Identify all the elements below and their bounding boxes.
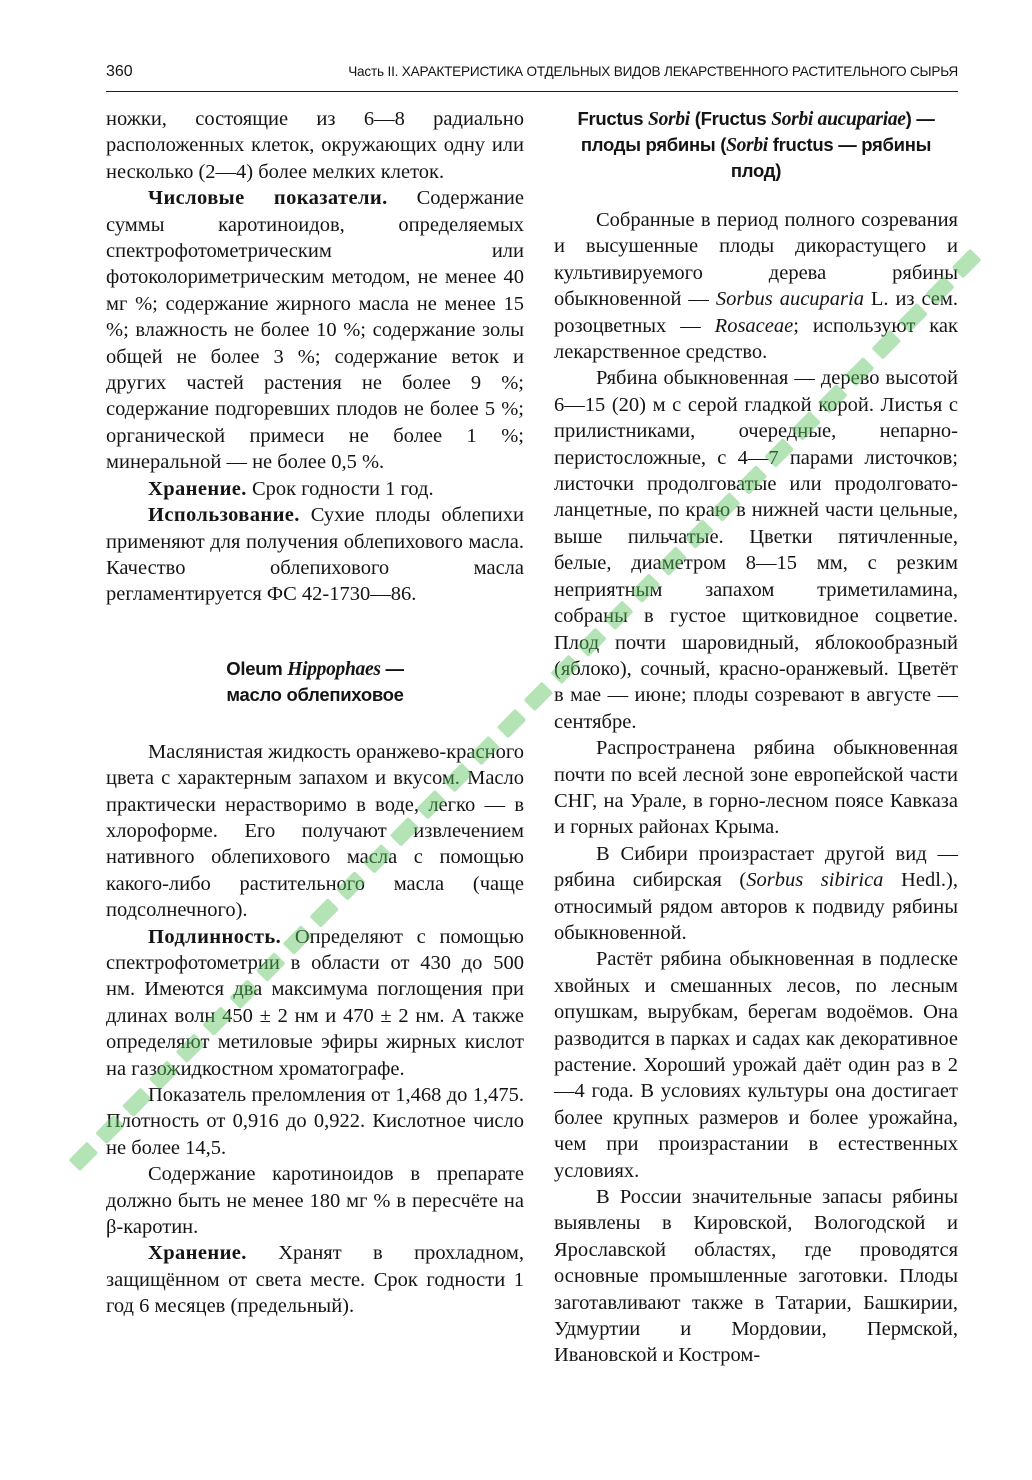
running-title: Часть II. ХАРАКТЕРИСТИКА ОТДЕЛЬНЫХ ВИДОВ ЛЕКАРСТВЕННОГО РАСТИТЕЛЬНОГО СЫРЬЯ <box>348 64 958 79</box>
watermark-segment <box>524 682 554 712</box>
heading-latin-word: Oleum <box>226 657 288 679</box>
heading-latin-genus: Hippophaes <box>287 658 381 680</box>
paragraph-authenticity <box>106 924 524 1082</box>
page-number: 360 <box>106 63 133 80</box>
left-column <box>106 106 524 1320</box>
latin-family: Rosaceae <box>714 314 794 337</box>
label-storage: Хранение. <box>148 477 247 500</box>
paragraph-oil-description: Маслянистая жидкость оранжево-красного цвета с характерным запахом и вкусом. Масло практически нерастворимо в воде, легко — в хлороформе. Его получают извлечением нативного облепихового масла с помощью какого-либо растительного масла (чаще подсолнечного). <box>106 740 524 922</box>
heading-latin-line <box>106 656 524 682</box>
text-oil-storage: Хранят в прохладном, защищённом от света месте. Срок годности 1 год 6 месяцев (предельный). <box>106 1242 524 1318</box>
paragraph-distribution: Распространена рябина обыкновенная почти по всей лесной зоне европейской части СНГ, на Урале, в горно-лесном поясе Кавказа и горных районах Крыма. <box>554 737 958 839</box>
heading-russian-line: масло облепиховое <box>226 683 404 705</box>
header-rule <box>106 91 958 92</box>
paragraph-definition <box>554 207 958 365</box>
text-span: ; используют как лекарственное средство. <box>554 314 958 364</box>
paragraph-numeric-indicators <box>106 185 524 475</box>
heading-part-italic: Sorbi <box>726 135 768 156</box>
right-column <box>554 106 958 1369</box>
section-heading-fructus-sorbi <box>554 106 958 183</box>
label-authenticity: Подлинность. <box>148 925 282 948</box>
paragraph-oil-storage <box>106 1240 524 1319</box>
running-header <box>106 60 958 86</box>
heading-part: Fructus <box>577 108 649 129</box>
label-numeric-indicators: Числовые показатели. <box>148 187 388 210</box>
latin-name: Sorbus aucuparia <box>715 288 864 311</box>
text-storage: Срок годности 1 год. <box>246 477 434 500</box>
heading-part-italic: Sorbi aucupariae <box>771 109 906 130</box>
paragraph-continued: ножки, состоящие из 6—8 радиально расположенных клеток, окружающих одну или несколько (2—4) более мелких клеток. <box>106 108 524 183</box>
section-heading-oleum <box>106 656 524 707</box>
paragraph-refraction: Показатель преломления от 1,468 до 1,475. Плотность от 0,916 до 0,922. Кислотное число не более 14,5. <box>106 1084 524 1159</box>
heading-part: (Fructus <box>689 108 772 129</box>
paragraph-botany: Рябина обыкновенная — дерево высотой 6—15 (20) м с серой гладкой корой. Листья с прилистниками, очередные, непарно-перистосложные, с 4—7 парами листочков; листочки продолговатые или продолговато-ланцетные, по краю в нижней части цельные, выше пильчатые. Цветки пятичленные, белые, диаметром 8—15 мм, с резким неприятным запахом триметиламина, собраны в густое щитковидное соцветие. Плод почти шаровидный, яблокообразный (яблоко), сочный, красно-оранжевый. Цветёт в мае — июне; плоды созревают в августе — сентябре. <box>554 367 958 733</box>
heading-part-italic: Sorbi <box>648 109 690 130</box>
text-span: Собранные в период полного созревания и высушенные плоды дикорастущего и культивируемого дерева рябины обыкновенной — <box>554 209 958 311</box>
heading-part: fructus — рябины плод) <box>730 134 932 181</box>
paragraph-russia-reserves: В России значительные запасы рябины выявлены в Кировской, Вологодской и Ярославской областях, где проводятся основные промышленные заготовки. Плоды заготавливают также в Татарии, Башкирии, Удмуртии и Мордовии, Пермской, Ивановской и Костром- <box>554 1186 958 1367</box>
paragraph-storage <box>106 476 524 502</box>
text-authenticity: Определяют с помощью спектрофотометрии в области от 430 до 500 нм. Имеются два максимума поглощения при длинах волн 450 ± 2 нм и 470 ± 2 нм. А также определяют метиловые эфиры жирных кислот на газожидкостном хроматографе. <box>106 925 524 1080</box>
text-usage: Сухие плоды облепихи применяют для получения облепихового масла. Качество облепихового масла регламентируется ФС 42-1730—86. <box>106 504 524 606</box>
label-usage: Использование. <box>148 504 300 527</box>
paragraph-siberia <box>554 841 958 947</box>
paragraph-habitat: Растёт рябина обыкновенная в подлеске хвойных и смешанных лесов, по лесным опушкам, вырубкам, берегам водоёмов. Она разводится в парках и садах как декоративное растение. Хороший урожай даёт один раз в 2—4 года. В условиях культуры она достигает более крупных размеров и более урожайна, чем при произрастании в естественных условиях. <box>554 948 958 1182</box>
label-oil-storage: Хранение. <box>148 1242 247 1265</box>
latin-name: Sorbus sibirica <box>746 869 884 892</box>
text-span: Hedl.), относимый рядом авторов к подвиду рябины обыкновенной. <box>554 869 958 944</box>
text-span: В Сибири произрастает другой вид — рябина сибирская ( <box>554 842 958 892</box>
heading-dash: — <box>380 657 404 679</box>
text-numeric-indicators: Содержание суммы каротиноидов, определяемых спектрофотометрическим или фотоколориметрическим методом, не менее 40 мг %; содержание жирного масла не менее 15 %; влажность не более 10 %; содержание золы общей не более 3 %; содержание веток и других частей растения не более 9 %; содержание подгоревших плодов не более 5 %; органической примеси не более 1 %; минеральной — не более 0,5 %. <box>106 187 525 474</box>
watermark-segment <box>69 1142 99 1172</box>
text-span: L. из сем. розоцветных — <box>554 288 958 337</box>
paragraph-usage <box>106 502 524 608</box>
paragraph-carotenoids: Содержание каротиноидов в препарате должно быть не менее 180 мг % в пересчёте на β-каротин. <box>106 1163 524 1239</box>
heading-part: ) — плоды рябины ( <box>580 108 935 155</box>
